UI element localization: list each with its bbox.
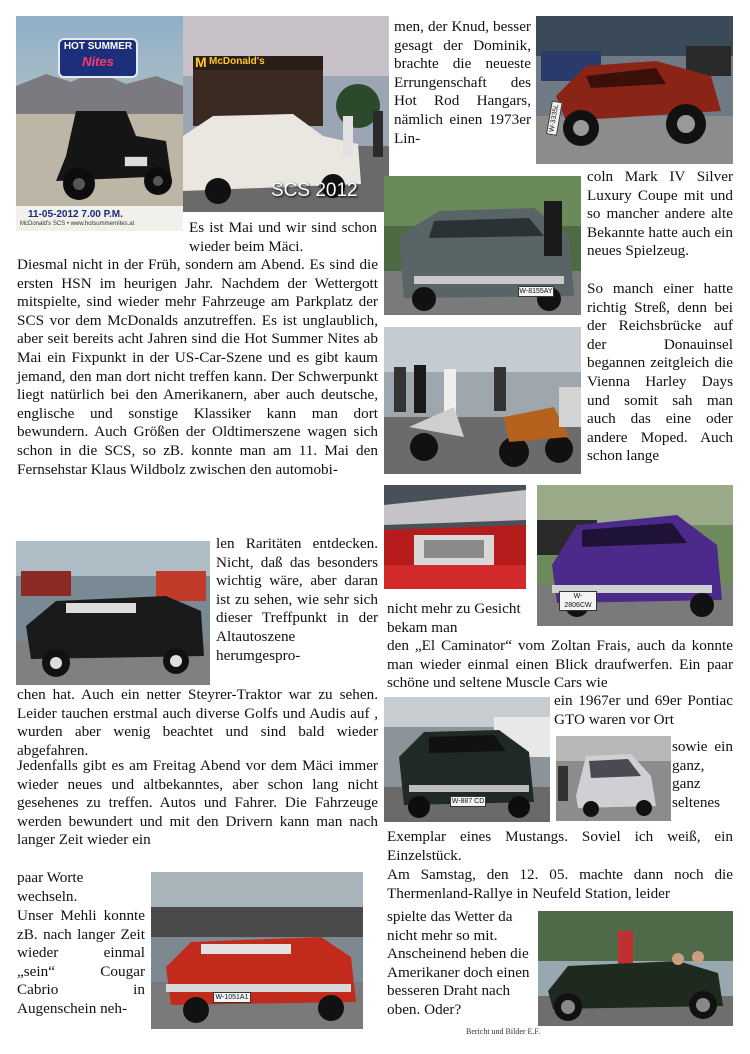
engine-photo — [384, 485, 526, 589]
poster-photo — [16, 16, 183, 231]
text-left-last: paar Worte wechseln. — [17, 869, 84, 905]
text-left-narrow: len Raritäten entdecken. Nicht, daß das besonders wichtig wäre, aber daran ist zu sehen, wie sehr sich dieser Treffpunkt in der Altautoszene herumgespro- — [216, 535, 378, 664]
text-col-right-3: So manch einer hatte richtig Streß, denn bei der Reichsbrücke auf der Donauinsel begannen zeitgleich die Vienna Harley Days und somit sah man auch das eine oder andere Moped. Auch schon lange — [587, 280, 733, 465]
gto-plate: W-887 CD — [451, 798, 485, 805]
motorcycles-photo — [384, 327, 581, 474]
tbird-photo — [16, 541, 210, 685]
cougar-photo — [151, 872, 363, 1029]
bentley-photo — [538, 911, 733, 1026]
poster-date: 11-05-2012 7.00 P.M. — [28, 209, 123, 220]
text-right-full-2: Exemplar eines Mustangs. Soviel ich weiß, ein Einzelstück. — [387, 828, 733, 864]
hsn-logo-top: HOT SUMMER — [63, 41, 133, 52]
text-col-right-1: men, der Knud, besser gesagt der Dominik, brachte die neueste Errungenschaft des Hot Rod Hangars, nämlich einen 1973er Lin- — [394, 18, 531, 147]
text-right-full-3: Am Samstag, den 12. 05. machte dann noch die Thermenland-Rallye in Neufeld Station, leider — [387, 866, 733, 902]
text-left-intro: Es ist Mai und wir sind schon wieder beim Mäci. — [189, 219, 377, 255]
hsn-logo — [58, 38, 138, 78]
text-right-sowie: sowie ein ganz, ganz seltenes — [672, 738, 733, 811]
gto-photo — [384, 697, 550, 822]
credit-caption: Bericht und Bilder E.F. — [466, 1027, 541, 1036]
mcdonalds-sign: McDonald's — [209, 56, 265, 67]
poster-sub: McDonald's SCS • www.hotsummernites.at — [20, 221, 135, 227]
mercury-photo — [537, 485, 733, 626]
text-right-gto: ein 1967er und 69er Pontiac GTO waren vor Ort — [554, 692, 733, 728]
text-left-main: Diesmal nicht in der Früh, sondern am Abend. Es sind die ersten HSN im heurigen Jahr. Nachdem der Wettergott mitspielte, sind wieder mehr Fahrzeuge am Parkplatz der SCS vor dem McDonalds anzutreffen. Es ist unglaublich, aber seit bereits acht Jahren sind die Hot Summer Nites ab Mai ein Fixpunkt in der US-Car-Szene und es gibt kaum jemand, den man dort nicht treffen kann. Der Schwerpunkt liegt natürlich bei den Amerikanern, aber auch deutsche, englische und sonstige Klassiker kann man dort bewundern. Auch Größen der Oldtimerszene wagen sich schon in die SCS, so zB. konnte man am 11. Mai den Fernsehstar Klaus Wildbolz zwischen den automobi- — [17, 256, 378, 478]
poster-plate — [124, 156, 148, 167]
text-col-right-2: coln Mark IV Silver Luxury Coupe mit und so mancher andere alte Bekannte hatte auch ein neues Spielzeug. — [587, 168, 733, 260]
mcdonalds-arches-icon: M — [195, 54, 207, 70]
prowler-photo — [536, 16, 733, 164]
text-col-right-4: nicht mehr zu Gesicht bekam man — [387, 600, 521, 636]
lincoln-plate: W-8155AY — [519, 288, 553, 295]
text-left-main-3: Jedenfalls gibt es am Freitag Abend vor dem Mäci immer wieder neues und altbekanntes, aber schon lang nicht gesehenes zu treffen. Autos und Fahrer. Die Fahrzeuge werden bewundert und mit den Drivern kann man nach langer Zeit wieder ein — [17, 757, 378, 849]
text-right-full-1: den „El Caminator“ vom Zoltan Frais, auch da konnte man wieder einmal einen Blick draufwerfen. Ein paar schöne und seltene Muscle Cars wie — [387, 637, 733, 692]
prowler-plate: W-3335L — [546, 101, 563, 136]
text-left-mehli: Unser Mehli konnte zB. nach langer Zeit wieder einmal „sein“ Cougar Cabrio in Augenschein neh- — [17, 907, 145, 1017]
cougar-plate: W-1051A1 — [213, 992, 251, 1003]
text-left-main-2: chen hat. Auch ein netter Steyrer-Traktor war zu sehen. Leider tauchen erstmal auch diverse Golfs und Audis auf , wurden aber wenig beachtet und sind bald wieder abgefahren. — [17, 686, 378, 759]
text-right-last: spielte das Wetter da nicht mehr so mit. Anscheinend heben die Amerikaner doch einen besseren Draht nach oben. Oder? — [387, 908, 530, 1018]
scs-2012-label: SCS 2012 — [271, 180, 358, 201]
lincoln-photo — [384, 176, 581, 315]
mercury-plate: W-2806CW — [559, 591, 597, 611]
hatchback-photo — [556, 736, 671, 821]
hsn-logo-bottom: Nites — [82, 54, 114, 69]
mcdonalds-photo — [183, 16, 389, 212]
